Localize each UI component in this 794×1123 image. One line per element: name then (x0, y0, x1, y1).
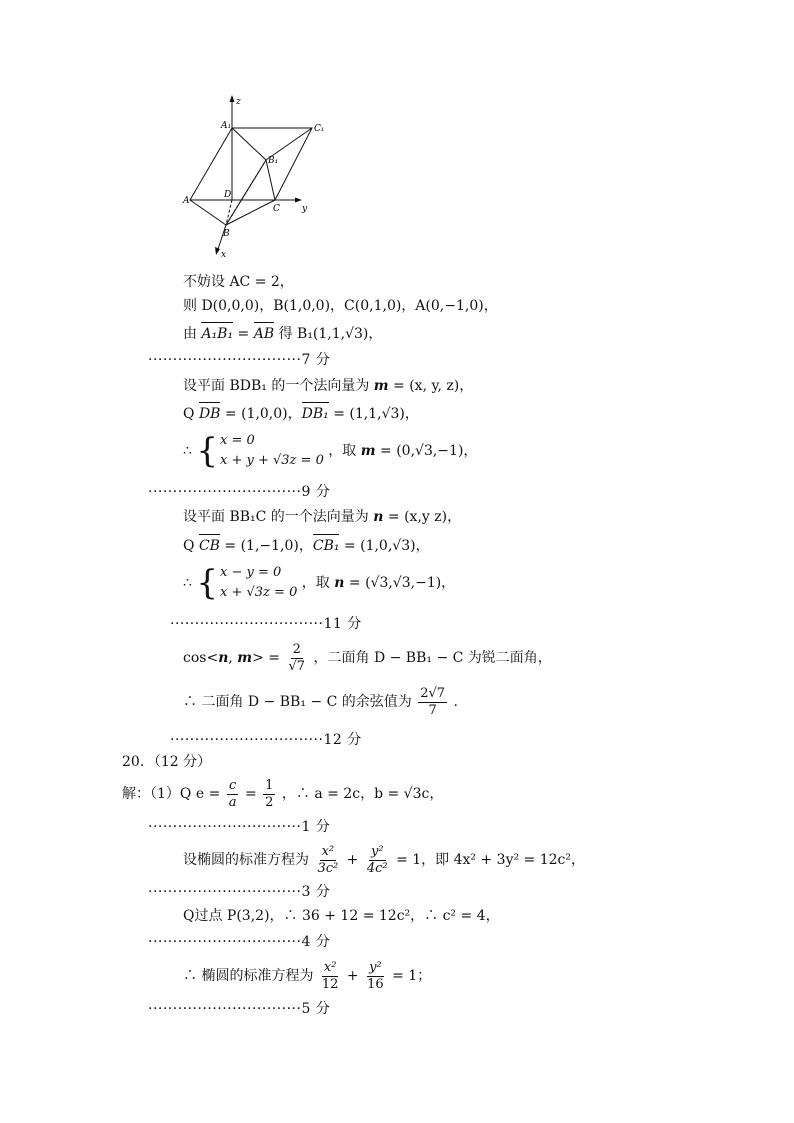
text-line-cos: cos<n, m> = $\frac{2}{√7}$ ，二面角 D − BB₁ − C 为锐二面角， (183, 641, 552, 674)
text-line-db-vectors: Q DB = (1,0,0)，DB₁ = (1,1,√3)， (183, 406, 419, 422)
label-A: A (183, 196, 190, 206)
y-axis (295, 198, 302, 203)
label-C1: C₁ (314, 124, 325, 134)
label-y: y (302, 204, 308, 214)
score-5: ·······························5 分 (148, 1001, 331, 1017)
text-line-ellipse-equation: 设椭圆的标准方程为 $\frac{\text{x²}}{\text{3c²}}$ + $\frac{\text{y²}}{\text{4c²}}$ = 1，即 4x² + 3y² = 12c²， (183, 843, 585, 876)
label-D: D (224, 190, 232, 200)
score-9: ·······························9 分 (148, 484, 331, 500)
text-line-cb-vectors: Q CB = (1,−1,0)，CB₁ = (1,0,√3)， (183, 538, 430, 554)
question-20-heading: 20．（12 分） (122, 754, 212, 770)
text-line-coords: 则 D(0,0,0)，B(1,0,0)，C(0,1,0)，A(0,−1,0)， (183, 298, 498, 314)
text-line-cosine-value: ∴ 二面角 D − BB₁ − C 的余弦值为 $\frac{2√7}{7}$ . (183, 685, 458, 718)
text-line-eccentricity: 解：（1）Q e = $\frac{c}{a}$ = $\frac{1}{2}$ ，∴ a = 2c，b = √3c， (122, 777, 444, 810)
geometry-figure (180, 90, 325, 260)
text-line-ac: 不妨设 AC = 2， (183, 274, 294, 290)
text-line-point-p: Q过点 P(3,2)，∴ 36 + 12 = 12c²，∴ c² = 4， (183, 908, 500, 924)
text-line-b1: 由 A₁B₁ = AB 得 B₁(1,1,√3)， (183, 326, 383, 342)
label-A1: A₁ (221, 121, 232, 131)
label-B1: B₁ (268, 156, 279, 166)
label-x: x (221, 250, 227, 260)
text-line-system-n: ∴ { x − y = 0 x + √3z = 0 ，取 n = (√3,√3,−1)， (183, 563, 456, 603)
label-B: B (223, 229, 230, 239)
text-line-plane-bb1c: 设平面 BB₁C 的一个法向量为 n = (x,y z)， (183, 509, 462, 525)
score-4: ·······························4 分 (148, 934, 331, 950)
score-3: ·······························3 分 (148, 884, 331, 900)
label-C: C (273, 204, 280, 214)
text-line-final-equation: ∴ 椭圆的标准方程为 $\frac{\text{x²}}{12}$ + $\frac{\text{y²}}{16}$ = 1； (183, 959, 432, 992)
text-line-plane-bdb1: 设平面 BDB₁ 的一个法向量为 m = (x, y, z)， (183, 378, 474, 394)
score-12: ·······························12 分 (170, 732, 362, 748)
text-line-system-m: ∴ { x = 0 x + y + √3z = 0 ，取 m = (0,√3,−1)， (183, 431, 478, 471)
label-z: z (236, 97, 241, 107)
score-11: ·······························11 分 (170, 616, 362, 632)
score-7: ·······························7 分 (148, 352, 331, 368)
score-1: ·······························1 分 (148, 819, 331, 835)
